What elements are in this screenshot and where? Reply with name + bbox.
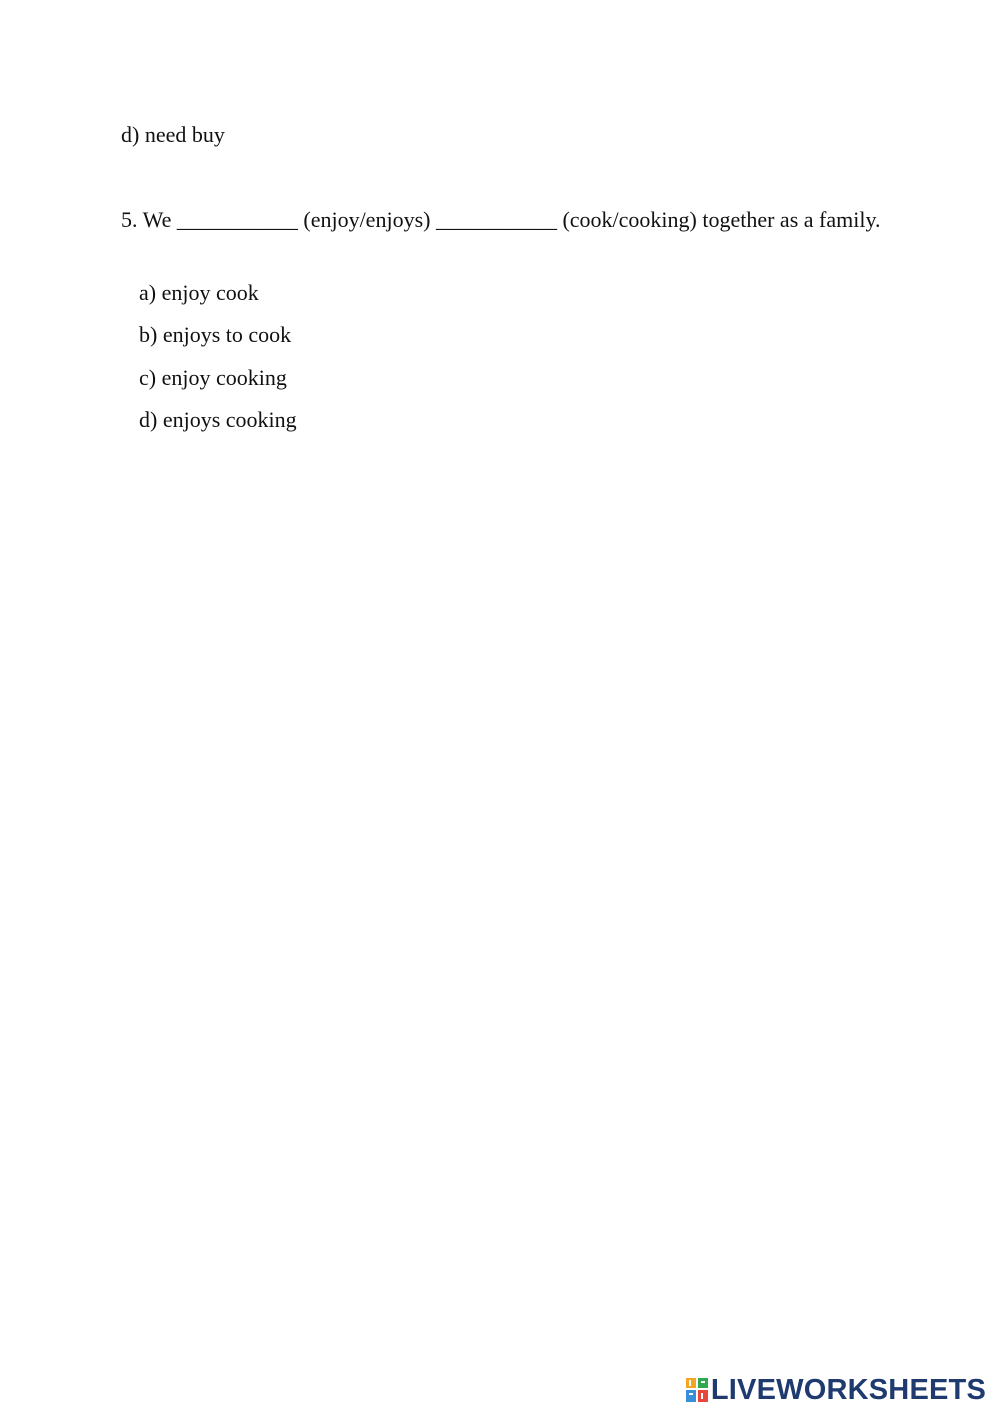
question-5-option-d: d) enjoys cooking [139, 407, 297, 432]
previous-question-option-d: d) need buy [121, 122, 225, 147]
question-5-option-a: a) enjoy cook [139, 280, 259, 305]
liveworksheets-brand [686, 1372, 986, 1408]
question-5-option-c: c) enjoy cooking [139, 365, 287, 390]
liveworksheets-logo-icon [686, 1378, 708, 1402]
question-5-text: 5. We ___________ (enjoy/enjoys) ___________ (cook/cooking) together as a family. [121, 207, 881, 232]
liveworksheets-wordmark: LIVEWORKSHEETS [710, 1374, 986, 1406]
question-5-option-b: b) enjoys to cook [139, 322, 292, 347]
